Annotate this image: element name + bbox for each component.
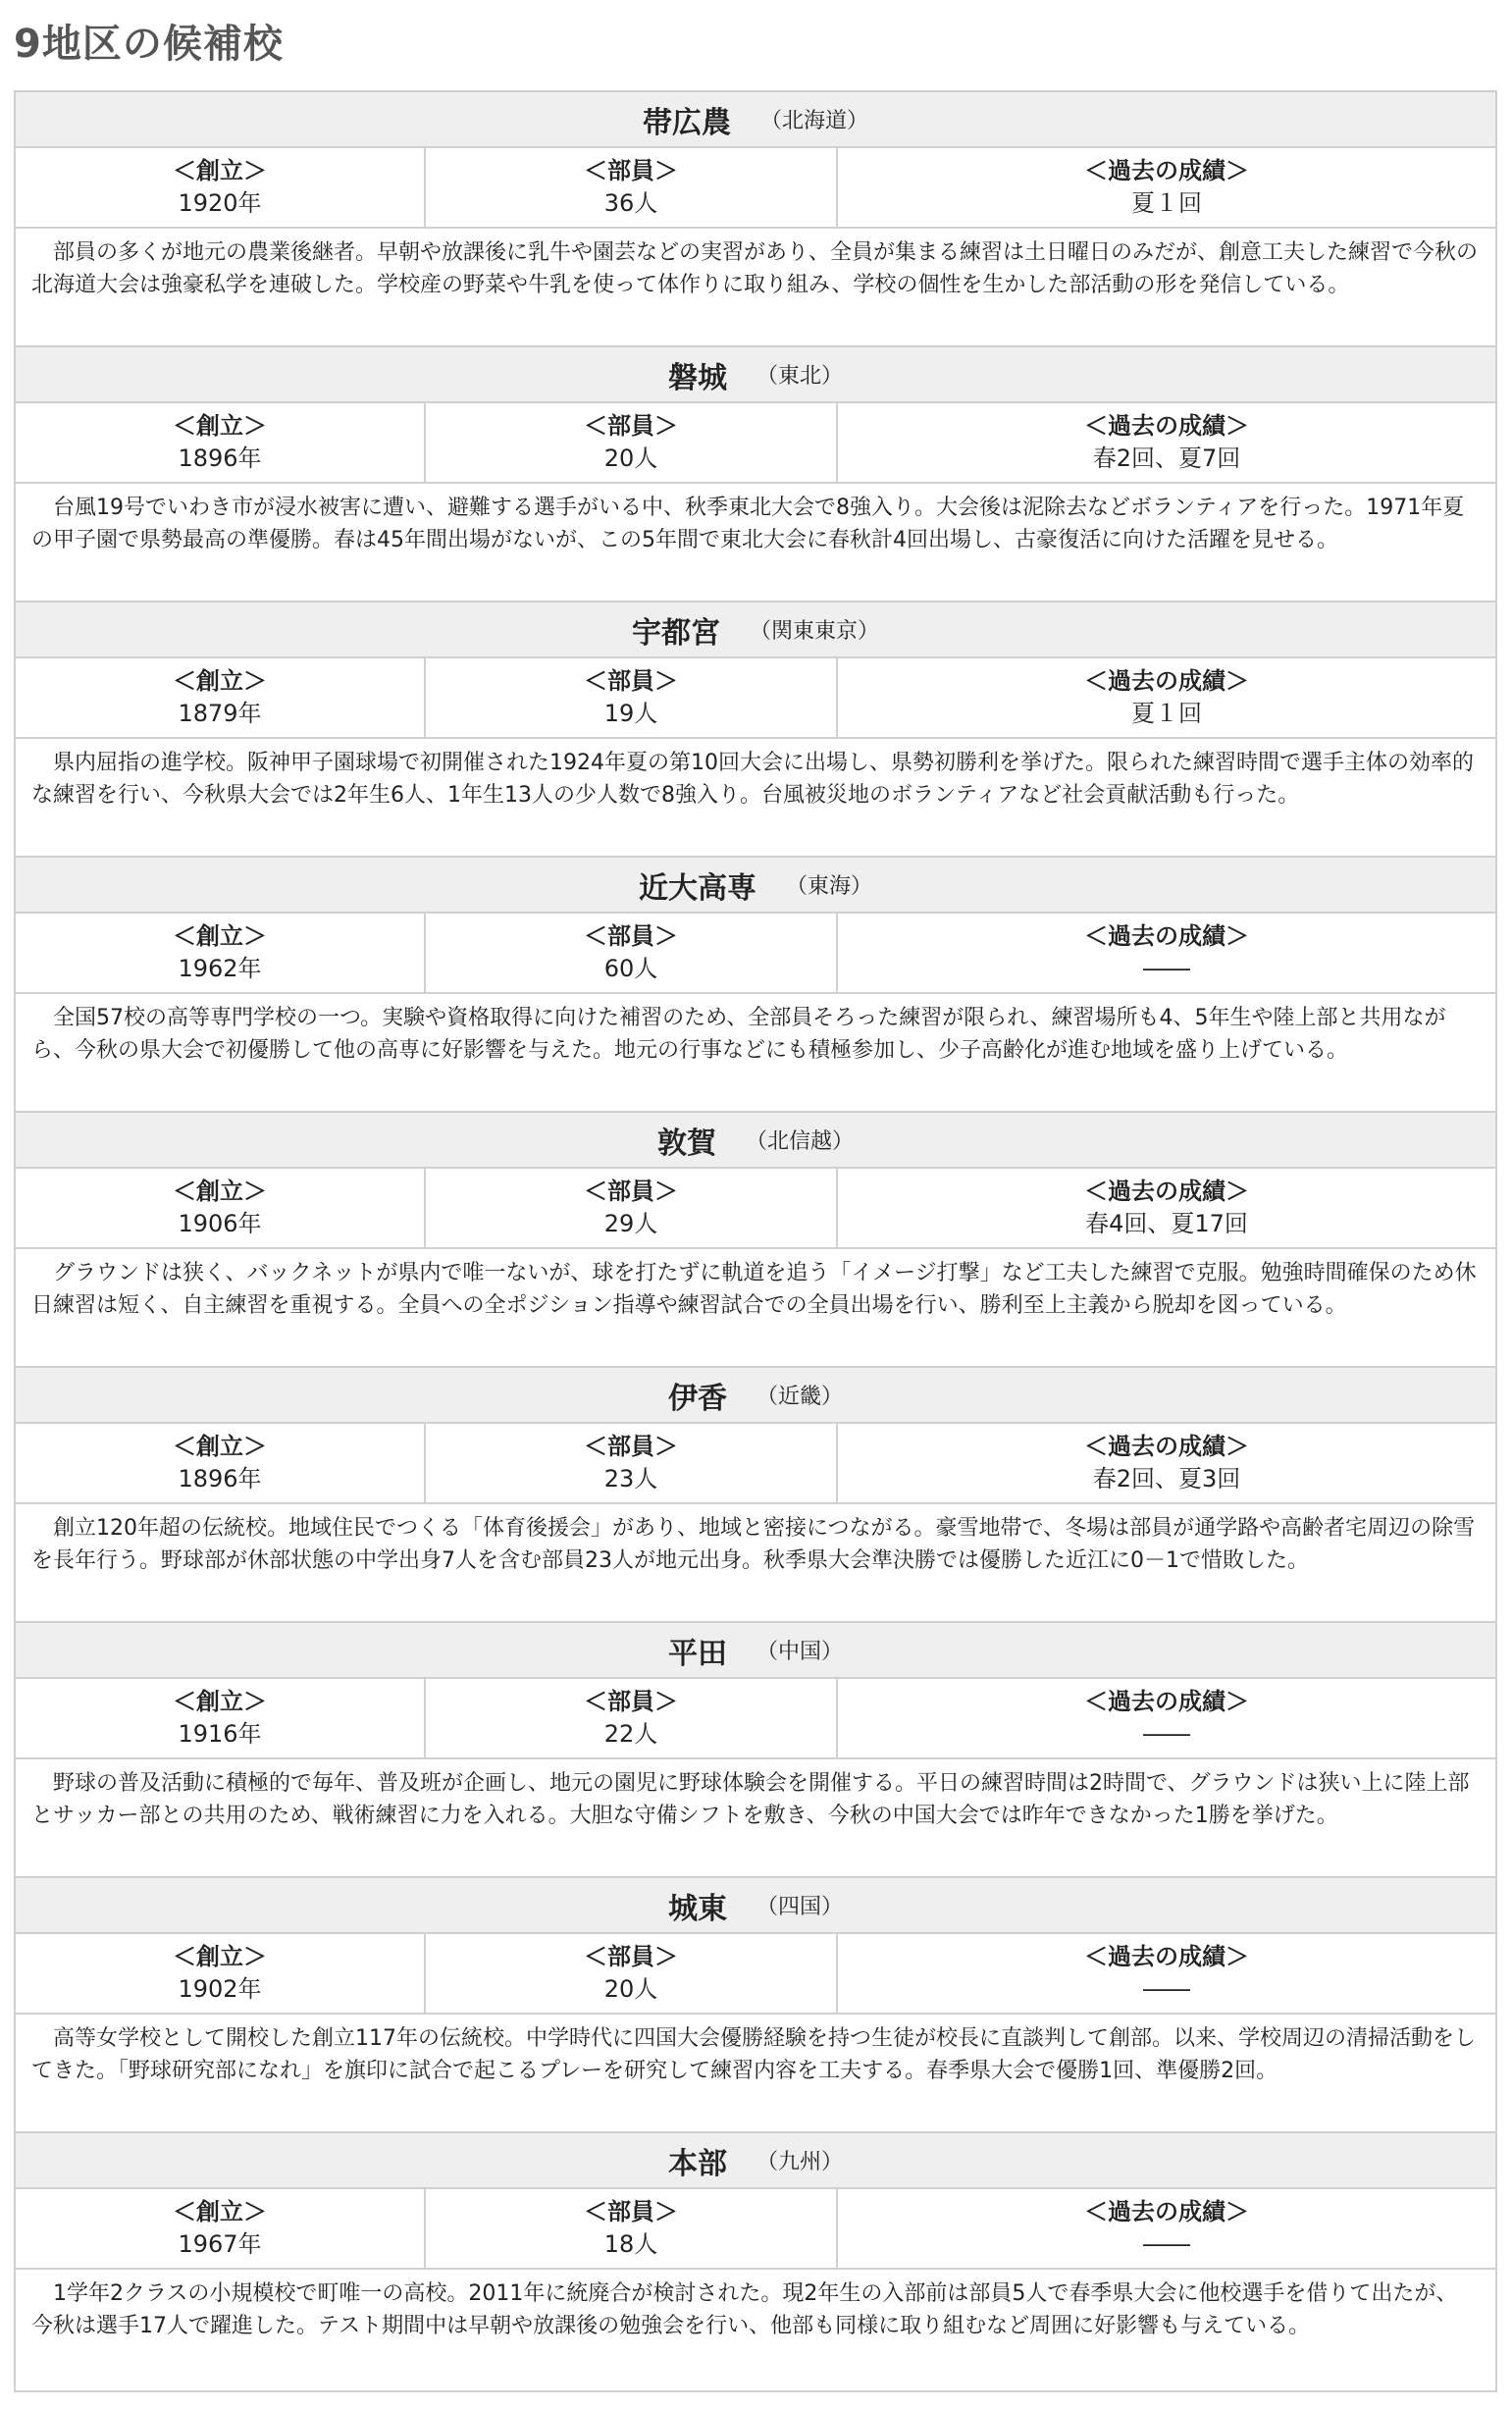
school-stats (16, 2189, 1495, 2270)
school-header (16, 1113, 1495, 1169)
school-name: 宇都宮 (631, 615, 720, 651)
stat-record (838, 1934, 1495, 2013)
stat-members-value: 22人 (603, 1720, 658, 1748)
stat-members (426, 1424, 838, 1502)
school-name: 敦賀 (656, 1126, 716, 1161)
stat-record-label: ＜過去の成績＞ (1084, 1688, 1249, 1715)
school-stats (16, 1934, 1495, 2015)
stat-members-value: 19人 (603, 700, 658, 727)
stat-members-label: ＜部員＞ (584, 2198, 678, 2226)
school-stats (16, 658, 1495, 739)
school-region: （ 九州 ） (756, 2145, 843, 2175)
stat-founded-label: ＜創立＞ (173, 1943, 267, 1970)
stat-founded-value: 1967年 (178, 2230, 262, 2258)
stat-members-label: ＜部員＞ (584, 157, 678, 184)
school-region: （ 東海 ） (786, 869, 872, 900)
school-name: 帯広農 (642, 105, 731, 140)
school-description: 台風19号でいわき市が浸水被害に遭い、避難する選手がいる中、秋季東北大会で8強入り。大会後は泥除去などボランティアを行った。1971年夏の甲子園で県勢最高の準優勝。春は45年間出場がないが、この5年間で東北大会に春秋計4回出場し、古豪復活に向けた活躍を見せる。 (31, 496, 1465, 552)
stat-founded (16, 914, 426, 992)
stat-record (838, 1169, 1495, 1247)
school-description: 全国57校の高等専門学校の一つ。実験や資格取得に向けた補習のため、全部員そろった練習が限られ、練習場所も4、5年生や陸上部と共用ながら、今秋の県大会で初優勝して他の高専に好影響を与えた。地元の行事などにも積極参加し、少子高齢化が進む地域を盛り上げている。 (31, 1006, 1446, 1063)
stat-founded-label: ＜創立＞ (173, 922, 267, 950)
stat-founded (16, 1424, 426, 1502)
stat-record-label: ＜過去の成績＞ (1084, 922, 1249, 950)
stat-record-label: ＜過去の成績＞ (1084, 157, 1249, 184)
stat-members-label: ＜部員＞ (584, 1433, 678, 1460)
school-stats (16, 1169, 1495, 1249)
stat-record-label: ＜過去の成績＞ (1084, 2198, 1249, 2226)
stat-members-value: 60人 (603, 955, 658, 982)
school-region: （ 北海道 ） (760, 104, 868, 134)
school-header (16, 1368, 1495, 1424)
school-name: 平田 (667, 1636, 727, 1671)
school-stats (16, 403, 1495, 484)
school-description: 部員の多くが地元の農業後継者。早朝や放課後に乳牛や園芸などの実習があり、全員が集まる練習は土日曜日のみだが、創意工夫した練習で今秋の北海道大会は強豪私学を連破した。学校産の野菜や牛乳を使って体作りに取り組み、学校の個性を生かした部活動の形を発信している。 (31, 240, 1479, 297)
page-title: 9地区の候補校 (14, 22, 284, 67)
school-header (16, 858, 1495, 914)
school-entry (16, 92, 1495, 347)
stat-members-label: ＜部員＞ (584, 922, 678, 950)
school-name: 本部 (667, 2146, 727, 2181)
school-name: 城東 (667, 1891, 727, 1926)
school-region: （ 中国 ） (756, 1635, 843, 1665)
stat-founded-label: ＜創立＞ (173, 667, 267, 695)
school-name: 磐城 (667, 360, 727, 395)
school-header (16, 347, 1495, 403)
stat-founded-label: ＜創立＞ (173, 412, 267, 440)
stat-members-value: 36人 (603, 189, 658, 217)
stat-record-label: ＜過去の成績＞ (1084, 1433, 1249, 1460)
stat-members-label: ＜部員＞ (584, 1688, 678, 1715)
stat-record (838, 148, 1495, 227)
stat-record-value: ―― (1143, 1975, 1190, 2003)
school-entry (16, 347, 1495, 602)
school-region: （ 東北 ） (756, 359, 843, 390)
school-header (16, 602, 1495, 658)
stat-members-label: ＜部員＞ (584, 412, 678, 440)
stat-founded-label: ＜創立＞ (173, 1688, 267, 1715)
school-stats (16, 148, 1495, 229)
school-stats (16, 914, 1495, 994)
stat-record (838, 403, 1495, 482)
stat-founded-value: 1902年 (178, 1975, 262, 2003)
stat-record-label: ＜過去の成績＞ (1084, 1178, 1249, 1205)
stat-founded-label: ＜創立＞ (173, 1178, 267, 1205)
stat-members (426, 1679, 838, 1757)
stat-record (838, 914, 1495, 992)
school-description: 県内屈指の進学校。阪神甲子園球場で初開催された1924年夏の第10回大会に出場し、県勢初勝利を挙げた。限られた練習時間で選手主体の効率的な練習を行い、今秋県大会では2年生6人、1年生13人の少人数で8強入り。台風被災地のボランティアなど社会貢献活動も行った。 (31, 751, 1474, 808)
stat-founded-value: 1896年 (178, 445, 262, 472)
stat-record-value: 夏１回 (1131, 189, 1202, 217)
stat-record-label: ＜過去の成績＞ (1084, 1943, 1249, 1970)
stat-record-value: 春4回、夏17回 (1085, 1210, 1248, 1237)
school-region: （ 関東東京 ） (750, 614, 879, 645)
school-entry (16, 602, 1495, 858)
school-description: 野球の普及活動に積極的で毎年、普及班が企画し、地元の園児に野球体験会を開催する。平日の練習時間は2時間で、グラウンドは狭い上に陸上部とサッカー部との共用のため、戦術練習に力を入れる。大胆な守備シフトを敷き、今秋の中国大会では昨年できなかった1勝を挙げた。 (31, 1771, 1470, 1828)
school-region: （ 四国 ） (756, 1890, 843, 1920)
school-header (16, 92, 1495, 148)
stat-record-label: ＜過去の成績＞ (1084, 412, 1249, 440)
school-description: 高等女学校として開校した創立117年の伝統校。中学時代に四国大会優勝経験を持つ生徒が校長に直談判して創部。以来、学校周辺の清掃活動をしてきた。「野球研究部になれ」を旗印に試合で起こるプレーを研究して練習内容を工夫する。春季県大会で優勝1回、準優勝2回。 (31, 2026, 1476, 2083)
stat-members (426, 658, 838, 737)
school-stats (16, 1679, 1495, 1759)
stat-record-value: 春2回、夏3回 (1092, 1465, 1241, 1493)
stat-founded-label: ＜創立＞ (173, 157, 267, 184)
stat-members (426, 403, 838, 482)
stat-record (838, 2189, 1495, 2268)
stat-founded (16, 1934, 426, 2013)
school-description: 1学年2クラスの小規模校で町唯一の高校。2011年に統廃合が検討された。現2年生の入部前は部員5人で春季県大会に他校選手を借りて出たが、今秋は選手17人で躍進した。テスト期間中は早朝や放課後の勉強会を行い、他部も同様に取り組むなど周囲に好影響も与えている。 (31, 2281, 1458, 2338)
school-region: （ 北信越 ） (746, 1125, 854, 1155)
stat-record-value: ―― (1143, 2230, 1190, 2258)
stat-members-value: 23人 (603, 1465, 658, 1493)
school-entry (16, 858, 1495, 1113)
school-description: 創立120年超の伝統校。地域住民でつくる「体育後援会」があり、地域と密接につながる。豪雪地帯で、冬場は部員が通学路や高齢者宅周辺の除雪を長年行う。野球部が休部状態の中学出身7人を含む部員23人が地元出身。秋季県大会準決勝では優勝した近江に0－1で惜敗した。 (31, 1516, 1476, 1573)
stat-record-value: ―― (1143, 955, 1190, 982)
stat-record (838, 658, 1495, 737)
stat-founded (16, 1679, 426, 1757)
stat-members-label: ＜部員＞ (584, 667, 678, 695)
stat-members-label: ＜部員＞ (584, 1178, 678, 1205)
school-description: グラウンドは狭く、バックネットが県内で唯一ないが、球を打たずに軌道を追う「イメージ打撃」など工夫した練習で克服。勉強時間確保のため休日練習は短く、自主練習を重視する。全員への全ポジション指導や練習試合での全員出場を行い、勝利至上主義から脱却を図っている。 (31, 1261, 1477, 1318)
school-header (16, 1623, 1495, 1679)
stat-record (838, 1679, 1495, 1757)
stat-members (426, 914, 838, 992)
stat-record (838, 1424, 1495, 1502)
school-entry (16, 1623, 1495, 1878)
school-name: 伊香 (667, 1381, 727, 1416)
school-header (16, 1878, 1495, 1934)
stat-founded-value: 1906年 (178, 1210, 262, 1237)
school-region: （ 近畿 ） (756, 1380, 843, 1410)
school-list (14, 90, 1497, 2392)
stat-record-label: ＜過去の成績＞ (1084, 667, 1249, 695)
stat-founded-label: ＜創立＞ (173, 1433, 267, 1460)
stat-founded-value: 1916年 (178, 1720, 262, 1748)
school-entry (16, 1368, 1495, 1623)
stat-founded (16, 2189, 426, 2268)
school-stats (16, 1424, 1495, 1504)
stat-founded (16, 403, 426, 482)
stat-members-value: 18人 (603, 2230, 658, 2258)
stat-founded-value: 1962年 (178, 955, 262, 982)
school-name: 近大高専 (638, 870, 756, 906)
stat-members-label: ＜部員＞ (584, 1943, 678, 1970)
stat-members-value: 29人 (603, 1210, 658, 1237)
stat-members (426, 1934, 838, 2013)
stat-members-value: 20人 (603, 1975, 658, 2003)
stat-founded-value: 1920年 (178, 189, 262, 217)
stat-members-value: 20人 (603, 445, 658, 472)
school-header (16, 2133, 1495, 2189)
stat-founded-value: 1896年 (178, 1465, 262, 1493)
stat-founded (16, 658, 426, 737)
stat-founded (16, 1169, 426, 1247)
stat-record-value: 春2回、夏7回 (1092, 445, 1241, 472)
stat-record-value: 夏１回 (1131, 700, 1202, 727)
stat-members (426, 1169, 838, 1247)
school-entry (16, 1878, 1495, 2133)
school-entry (16, 1113, 1495, 1368)
stat-founded (16, 148, 426, 227)
stat-founded-value: 1879年 (178, 700, 262, 727)
stat-record-value: ―― (1143, 1720, 1190, 1748)
school-entry (16, 2133, 1495, 2390)
stat-members (426, 148, 838, 227)
stat-founded-label: ＜創立＞ (173, 2198, 267, 2226)
stat-members (426, 2189, 838, 2268)
